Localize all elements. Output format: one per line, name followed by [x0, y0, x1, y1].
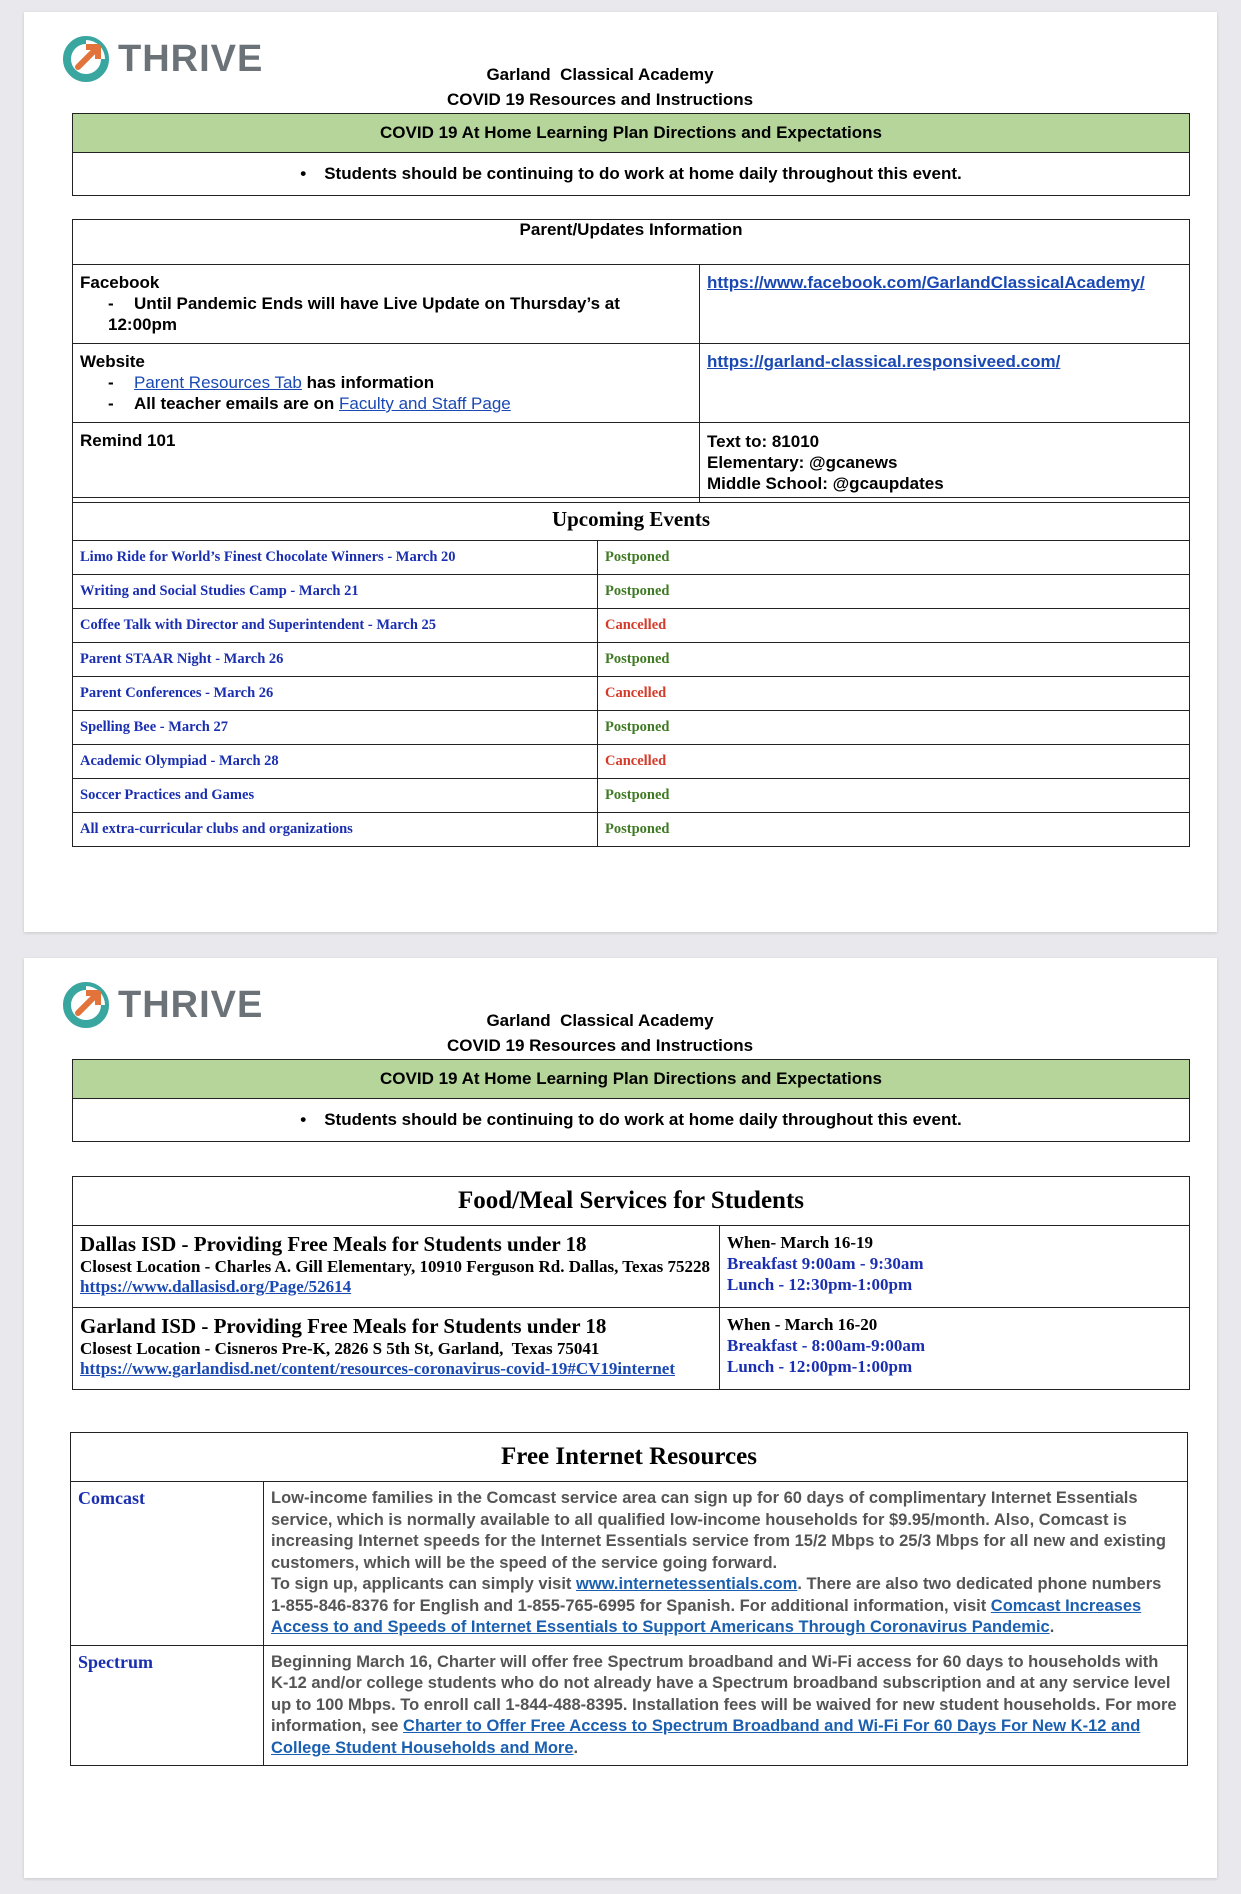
event-status: Cancelled: [598, 677, 1190, 711]
internet-resources-table: [70, 1432, 1188, 1766]
website-item-2: - All teacher emails are on Faculty and Staff Page: [108, 394, 511, 413]
document-page-2: [24, 958, 1217, 1878]
event-status: Postponed: [598, 575, 1190, 609]
internet-resources-title: Free Internet Resources: [71, 1433, 1188, 1482]
upcoming-events-title: Upcoming Events: [73, 498, 1190, 541]
website-link[interactable]: https://garland-classical.responsiveed.com/: [707, 352, 1061, 371]
spectrum-label: Spectrum: [71, 1645, 264, 1766]
event-status: Cancelled: [598, 745, 1190, 779]
event-row: [73, 541, 1190, 575]
event-status: Postponed: [598, 541, 1190, 575]
garland-isd-when: When - March 16-20: [727, 1315, 878, 1334]
dallas-isd-lunch: Lunch - 12:30pm-1:00pm: [727, 1275, 913, 1294]
event-name: Spelling Bee - March 27: [73, 711, 598, 745]
learning-plan-bullet-text: Students should be continuing to do work at home daily throughout this event.: [324, 164, 962, 183]
garland-isd-cell: [73, 1308, 720, 1390]
learning-plan-table: [72, 1059, 1190, 1142]
event-row: [73, 609, 1190, 643]
events-list: [73, 541, 1190, 847]
parent-resources-link[interactable]: Parent Resources Tab: [134, 373, 302, 392]
learning-plan-heading: COVID 19 At Home Learning Plan Directions and Expectations: [73, 114, 1190, 153]
remind-label: Remind 101: [80, 431, 176, 450]
faculty-staff-link[interactable]: Faculty and Staff Page: [339, 394, 511, 413]
event-row: [73, 677, 1190, 711]
event-row: [73, 643, 1190, 677]
facebook-url-cell: [700, 265, 1190, 344]
learning-plan-heading: COVID 19 At Home Learning Plan Directions and Expectations: [73, 1060, 1190, 1099]
spectrum-text: Beginning March 16, Charter will offer free Spectrum broadband and Wi-Fi access for 60 days to households with K-12 and/or college students who do not already have a Spectrum broadband subscription and at any service level up to 100 Mbps. To enroll call 1-844-488-8395. Installation fees will be waived for new student households. For more information, see: [271, 1652, 1177, 1735]
document-header: [24, 1008, 1176, 1058]
dallas-isd-breakfast: Breakfast 9:00am - 9:30am: [727, 1254, 924, 1273]
event-status: Postponed: [598, 711, 1190, 745]
event-status: Cancelled: [598, 609, 1190, 643]
document-page-1: [24, 12, 1217, 932]
website-item-2-text: All teacher emails are on: [134, 394, 340, 413]
document-subtitle: COVID 19 Resources and Instructions: [446, 1036, 754, 1055]
garland-isd-title: Garland ISD - Providing Free Meals for Students under 18: [80, 1314, 607, 1338]
event-name: All extra-curricular clubs and organizations: [73, 813, 598, 847]
garland-isd-schedule: [720, 1308, 1190, 1390]
remind-cell: [73, 423, 700, 503]
charter-article-link[interactable]: Charter to Offer Free Access to Spectrum Broadband and Wi-Fi For 60 Days For New K-12 and College Student Households and More: [271, 1717, 1141, 1757]
learning-plan-bullet: • Students should be continuing to do work at home daily throughout this event.: [73, 1099, 1190, 1142]
facebook-note-text: Until Pandemic Ends will have Live Update on Thursday’s at 12:00pm: [108, 294, 620, 334]
dallas-isd-when: When- March 16-19: [727, 1233, 874, 1252]
dallas-isd-cell: [73, 1226, 720, 1308]
upcoming-events-table: [72, 497, 1190, 847]
spectrum-text-end: .: [573, 1738, 579, 1757]
dallas-isd-schedule: [720, 1226, 1190, 1308]
learning-plan-table: [72, 113, 1190, 196]
facebook-cell: [73, 265, 700, 344]
internet-essentials-link[interactable]: www.internetessentials.com: [576, 1575, 798, 1593]
website-url-cell: [700, 344, 1190, 423]
remind-info-cell: [700, 423, 1190, 503]
event-row: [73, 711, 1190, 745]
website-cell: [73, 344, 700, 423]
comcast-text-2: To sign up, applicants can simply visit: [271, 1575, 577, 1593]
event-status: Postponed: [598, 813, 1190, 847]
event-row: [73, 779, 1190, 813]
event-name: Coffee Talk with Director and Superintendent - March 25: [73, 609, 598, 643]
website-item-1: - Parent Resources Tab has information: [108, 373, 435, 392]
garland-isd-link[interactable]: https://www.garlandisd.net/content/resources-coronavirus-covid-19#CV19internet: [80, 1359, 675, 1378]
dallas-isd-link[interactable]: https://www.dallasisd.org/Page/52614: [80, 1277, 352, 1296]
event-name: Writing and Social Studies Camp - March 21: [73, 575, 598, 609]
event-name: Parent STAAR Night - March 26: [73, 643, 598, 677]
event-status: Postponed: [598, 643, 1190, 677]
event-name: Limo Ride for World’s Finest Chocolate Winners - March 20: [73, 541, 598, 575]
event-status: Postponed: [598, 779, 1190, 813]
school-name: Garland Classical Academy: [486, 65, 714, 84]
remind-elementary: Elementary: @gcanews: [707, 453, 898, 472]
facebook-note: - Until Pandemic Ends will have Live Update on Thursday’s at 12:00pm: [108, 294, 620, 334]
remind-text-to: Text to: 81010: [707, 432, 820, 451]
website-label: Website: [80, 352, 145, 371]
logo-text: THRIVE: [118, 37, 264, 80]
event-name: Soccer Practices and Games: [73, 779, 598, 813]
document-header: [24, 62, 1176, 112]
garland-isd-breakfast: Breakfast - 8:00am-9:00am: [727, 1336, 925, 1355]
event-name: Parent Conferences - March 26: [73, 677, 598, 711]
website-item-1-text: has information: [301, 373, 435, 392]
garland-isd-location: Closest Location - Cisneros Pre-K, 2826 S 5th St, Garland, Texas 75041: [80, 1339, 600, 1358]
dallas-isd-location: Closest Location - Charles A. Gill Elementary, 10910 Ferguson Rd. Dallas, Texas 75228: [80, 1257, 710, 1276]
parent-updates-title: Parent/Updates Information: [73, 220, 1190, 265]
document-subtitle: COVID 19 Resources and Instructions: [446, 90, 754, 109]
facebook-link[interactable]: https://www.facebook.com/GarlandClassicalAcademy/: [707, 273, 1145, 292]
event-name: Academic Olympiad - March 28: [73, 745, 598, 779]
event-row: [73, 813, 1190, 847]
logo-text: THRIVE: [118, 983, 264, 1026]
dallas-isd-title: Dallas ISD - Providing Free Meals for Students under 18: [80, 1232, 587, 1256]
comcast-text-end: .: [1049, 1618, 1055, 1636]
garland-isd-lunch: Lunch - 12:00pm-1:00pm: [727, 1357, 913, 1376]
facebook-label: Facebook: [80, 273, 160, 292]
learning-plan-bullet: • Students should be continuing to do work at home daily throughout this event.: [73, 153, 1190, 196]
comcast-text-1: Low-income families in the Comcast service area can sign up for 60 days of complimentary Internet Essentials service, which is normally available to all qualified low-income households for $9.95/month. Also, Comcast is increasing Internet speeds for the Internet Essentials service from 15/2 Mbps to 25/3 Mbps for all new and existing customers, which will be the speed of the service going forward.: [271, 1489, 1166, 1572]
event-row: [73, 745, 1190, 779]
comcast-text-3: . There are also two dedicated phone numbers 1-855-846-8376 for English and 1-855-765-6995 for Spanish. For additional information, visit: [271, 1575, 1162, 1615]
parent-updates-table: [72, 219, 1190, 503]
comcast-label: Comcast: [71, 1482, 264, 1646]
food-services-title: Food/Meal Services for Students: [73, 1177, 1190, 1226]
spectrum-description: [264, 1645, 1188, 1766]
learning-plan-bullet-text: Students should be continuing to do work at home daily throughout this event.: [324, 1110, 962, 1129]
comcast-article-link[interactable]: Comcast Increases Access to and Speeds of Internet Essentials to Support Americans Through Coronavirus Pandemic: [271, 1596, 1142, 1636]
comcast-description: [264, 1482, 1188, 1646]
school-name: Garland Classical Academy: [486, 1011, 714, 1030]
remind-middle-school: Middle School: @gcaupdates: [707, 474, 944, 493]
food-services-table: [72, 1176, 1190, 1390]
event-row: [73, 575, 1190, 609]
